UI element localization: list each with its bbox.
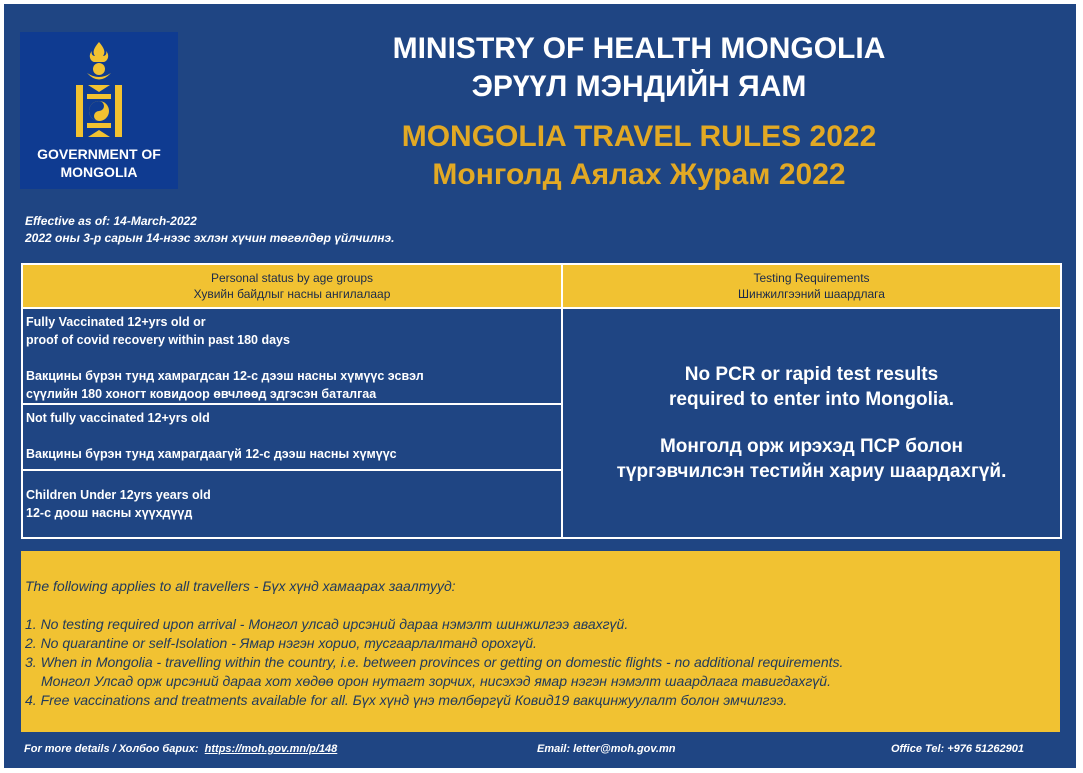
travel-rules-poster xyxy=(4,4,1076,768)
column-header-testing xyxy=(562,264,1061,308)
rules-intro: The following applies to all travellers - Бүх хүнд хамаарах заалтууд: xyxy=(25,578,456,594)
effective-date-en: Effective as of: 14-March-2022 xyxy=(25,214,197,228)
status-text: 12-с доош насны хүүхдүүд xyxy=(26,506,193,520)
government-label-line2: MONGOLIA xyxy=(60,164,138,180)
rule-item: Монгол Улсад орж ирсэний дараа хот хөдөө орон нутагт зорчих, нисэхэд ямар нэгэн нэмэлт шаардлага тавигдахгүй. xyxy=(41,673,831,689)
rule-item: 3. When in Mongolia - travelling within the country, i.e. between provinces or getting on domestic flights - no additional requirements. xyxy=(25,654,844,670)
effective-date xyxy=(25,213,394,247)
rules-title-mn: Монголд Аялах Журам 2022 xyxy=(432,158,846,191)
rule-item: 2. No quarantine or self-Isolation - Ямар нэгэн хорио, тусгаарлалтанд орохгүй. xyxy=(25,635,537,651)
status-text: Not fully vaccinated 12+yrs old xyxy=(26,411,210,425)
result-text-en: required to enter into Mongolia. xyxy=(669,389,954,410)
ministry-title-mn: ЭРҮҮЛ МЭНДИЙН ЯАМ xyxy=(471,70,807,103)
footer-email: Email: letter@moh.gov.mn xyxy=(537,743,676,755)
header xyxy=(309,30,969,194)
testing-requirement-result xyxy=(562,308,1061,538)
footer-details-label: For more details / Холбоо барих: xyxy=(24,743,199,755)
status-not-fully-vaccinated xyxy=(22,404,562,470)
footer-tel: Office Tel: +976 51262901 xyxy=(891,743,1025,755)
effective-date-mn: 2022 оны 3-р сарын 14-нээс эхлэн хүчин төгөлдөр үйлчилнэ. xyxy=(25,231,395,245)
result-text-en: No PCR or rapid test results xyxy=(684,364,939,385)
table-header-row xyxy=(22,264,1061,308)
details-link[interactable]: https://moh.gov.mn/p/148 xyxy=(204,743,338,755)
rules-table xyxy=(21,263,1062,539)
column-header-testing-en: Testing Requirements xyxy=(753,271,870,285)
footer-details xyxy=(24,742,337,756)
rules-title-en: MONGOLIA TRAVEL RULES 2022 xyxy=(401,120,877,153)
table-row xyxy=(22,308,1061,404)
column-header-status xyxy=(22,264,562,308)
government-label-line1: GOVERNMENT OF xyxy=(37,146,161,162)
status-text: Вакцины бүрэн тунд хамрагдаагүй 12-с дээш насны хүмүүс xyxy=(26,447,397,461)
government-label xyxy=(20,145,178,181)
status-text: сүүлийн 180 хоногт ковидоор өвчлөөд эдгэсэн баталгаа xyxy=(26,387,377,401)
status-text: Вакцины бүрэн тунд хамрагдсан 12-с дээш насны хүмүүс эсвэл xyxy=(26,369,424,383)
ministry-title-en: MINISTRY OF HEALTH MONGOLIA xyxy=(392,32,886,65)
column-header-status-mn: Хувийн байдлыг насны ангилалаар xyxy=(193,287,391,301)
column-header-testing-mn: Шинжилгээний шаардлага xyxy=(738,287,885,301)
status-text: Fully Vaccinated 12+yrs old or xyxy=(26,315,206,329)
result-text-mn: түргэвчилсэн тестийн хариу шаардахгүй. xyxy=(616,461,1007,482)
column-header-status-en: Personal status by age groups xyxy=(210,271,374,285)
result-text-mn: Монголд орж ирэхэд ПСР болон xyxy=(659,436,964,457)
general-rules-panel xyxy=(21,551,1060,732)
rule-item: 1. No testing required upon arrival - Монгол улсад ирсэний дараа нэмэлт шинжилгээ авахгүй. xyxy=(25,616,629,632)
status-text: Children Under 12yrs years old xyxy=(26,488,211,502)
status-text: proof of covid recovery within past 180 days xyxy=(26,333,290,347)
status-fully-vaccinated xyxy=(22,308,562,404)
rule-item: 4. Free vaccinations and treatments available for all. Бүх хүнд үнэ төлбөргүй Ковид19 вакцинжуулалт болон эмчилгээ. xyxy=(25,692,788,708)
government-emblem xyxy=(20,32,178,189)
status-children xyxy=(22,470,562,538)
